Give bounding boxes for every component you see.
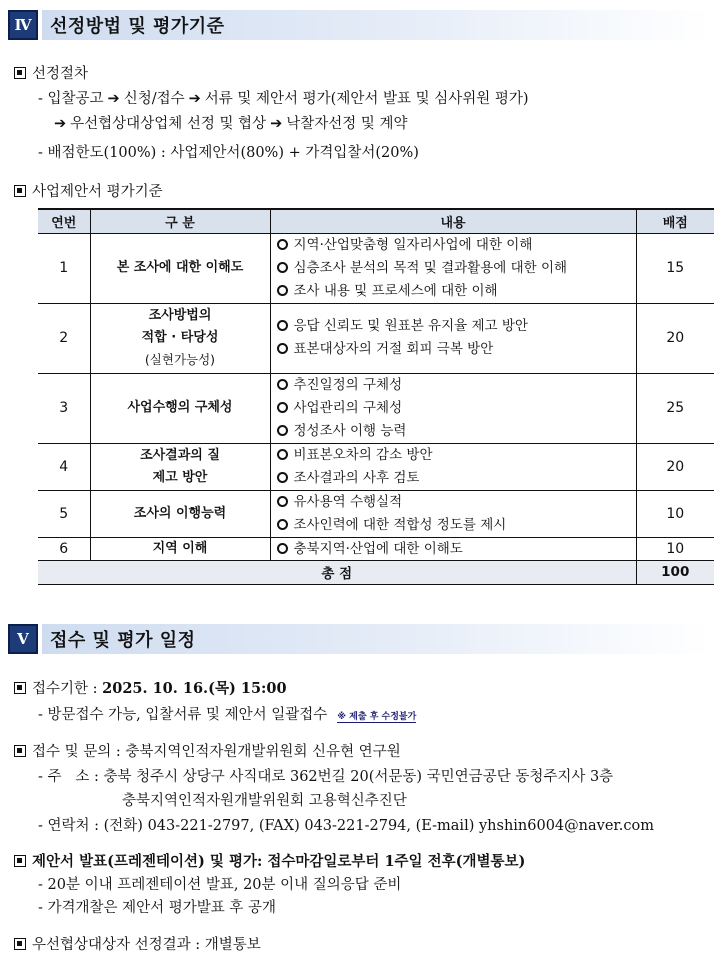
square-bullet-icon (14, 682, 26, 694)
circle-bullet-icon (277, 519, 288, 530)
arrow-right-icon: ➔ (54, 116, 67, 132)
section-5-header (8, 622, 712, 656)
circle-bullet-icon (277, 496, 288, 507)
section-5-title: 접수 및 평가 일정 (42, 624, 712, 654)
section-5-number: Ⅴ (8, 624, 38, 654)
circle-bullet-icon (277, 343, 288, 354)
col-header-category: 구 분 (90, 209, 270, 233)
deadline-line: 접수기한 : 2025. 10. 16.(목) 15:00 (14, 679, 287, 699)
col-header-score: 배점 (636, 209, 714, 233)
table-row: 6 지역 이해 충북지역·산업에 대한 이해도 10 (38, 537, 714, 560)
procedure-line-1: - 입찰공고 ➔ 신청/접수 ➔ 서류 및 제안서 평가(제안서 발표 및 심사위원 평가) (38, 91, 529, 107)
procedure-heading: 선정절차 (14, 64, 88, 84)
circle-bullet-icon (277, 425, 288, 436)
circle-bullet-icon (277, 320, 288, 331)
table-row: 5 조사의 이행능력 유사용역 수행실적 조사인력에 대한 적합성 정도를 제시 10 (38, 490, 714, 537)
square-bullet-icon (14, 745, 26, 757)
table-header-row (38, 209, 714, 233)
total-label: 총 점 (38, 560, 636, 584)
arrow-right-icon: ➔ (270, 116, 283, 132)
circle-bullet-icon (277, 472, 288, 483)
circle-bullet-icon (277, 262, 288, 273)
circle-bullet-icon (277, 449, 288, 460)
section-4-number: Ⅳ (8, 10, 38, 40)
presentation-line-2: - 가격개찰은 제안서 평가발표 후 공개 (38, 900, 277, 916)
circle-bullet-icon (277, 379, 288, 390)
score-limit-line: - 배점한도(100%) : 사업제안서(80%) + 가격입찰서(20%) (38, 145, 419, 161)
phone-line: - 연락처 : (전화) 043-221-2797, (FAX) 043-221-2794, (E-mail) yhshin6004@naver.com (38, 818, 654, 834)
table-row: 3 사업수행의 구체성 추진일정의 구체성 사업관리의 구체성 정성조사 이행 능력 25 (38, 373, 714, 443)
result-line: 우선협상대상자 선정결과 : 개별통보 (14, 935, 261, 955)
section-4-title: 선정방법 및 평가기준 (42, 10, 712, 40)
circle-bullet-icon (277, 543, 288, 554)
address-line-2: 충북지역인적자원개발위원회 고용혁신추진단 (122, 793, 407, 809)
table-row: 2 조사방법의 적합 · 타당성 (실현가능성) 응답 신뢰도 및 원표본 유지율 제고 방안 표본대상자의 거절 회피 극복 방안 20 (38, 303, 714, 373)
arrow-right-icon: ➔ (188, 91, 201, 107)
evaluation-criteria-table (38, 208, 714, 585)
circle-bullet-icon (277, 402, 288, 413)
section-4-header (8, 8, 712, 42)
no-edit-note: ※ 제출 후 수정불가 (337, 712, 417, 722)
presentation-line-1: - 20분 이내 프레젠테이션 발표, 20분 이내 질의응답 준비 (38, 877, 402, 893)
address-line-1: - 주 소 : 충북 청주시 상당구 사직대로 362번길 20(서문동) 국민연금공단 동청주지사 3층 (38, 769, 614, 785)
visit-line: - 방문접수 가능, 입찰서류 및 제안서 일괄접수 ※ 제출 후 수정불가 (38, 707, 417, 723)
presentation-heading: 제안서 발표(프레젠테이션) 및 평가: 접수마감일로부터 1주일 전후(개별통보) (14, 852, 525, 872)
square-bullet-icon (14, 938, 26, 950)
circle-bullet-icon (277, 239, 288, 250)
criteria-heading: 사업제안서 평가기준 (14, 182, 163, 202)
contact-heading: 접수 및 문의 : 충북지역인적자원개발위원회 신유현 연구원 (14, 742, 401, 762)
square-bullet-icon (14, 185, 26, 197)
table-total-row (38, 560, 714, 584)
square-bullet-icon (14, 855, 26, 867)
total-score: 100 (636, 560, 714, 584)
arrow-right-icon: ➔ (107, 91, 120, 107)
table-row: 4 조사결과의 질 제고 방안 비표본오차의 감소 방안 조사결과의 사후 검토 20 (38, 443, 714, 490)
col-header-no: 연번 (38, 209, 90, 233)
circle-bullet-icon (277, 285, 288, 296)
square-bullet-icon (14, 67, 26, 79)
procedure-line-2: ➔ 우선협상대상업체 선정 및 협상 ➔ 낙찰자선정 및 계약 (54, 116, 408, 132)
col-header-content: 내용 (270, 209, 636, 233)
table-row: 1 본 조사에 대한 이해도 지역·산업맞춤형 일자리사업에 대한 이해 심층조사 분석의 목적 및 결과활용에 대한 이해 조사 내용 및 프로세스에 대한 이해 15 (38, 233, 714, 303)
